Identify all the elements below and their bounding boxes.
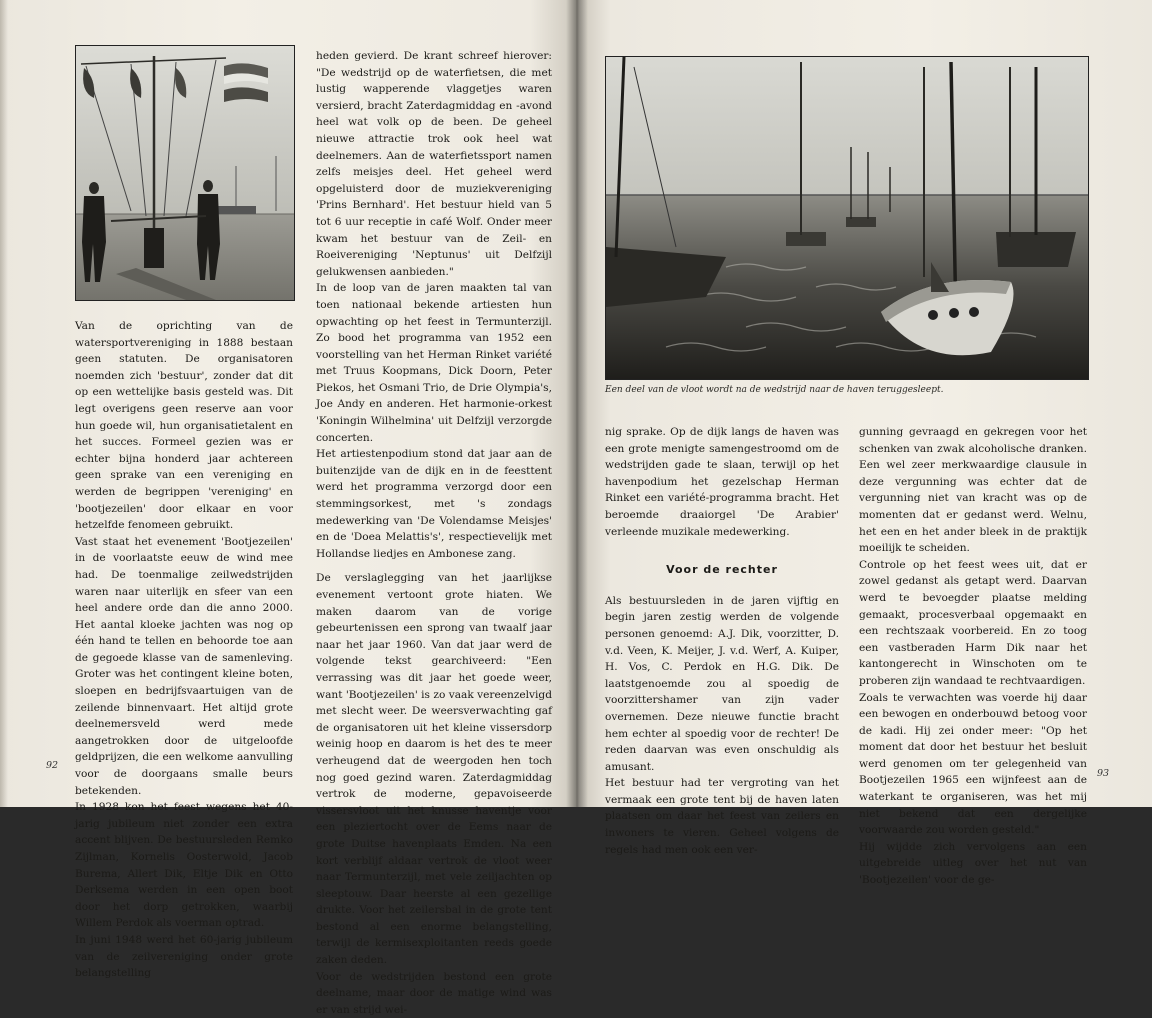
photo-sailing-fleet-image [606, 57, 1088, 379]
paragraph: gunning gevraagd en gekregen voor het schenken van zwak alcoholische dranken. Een wel zeer merkwaardige clausule in deze vergunning was echter dat de vergunning niet van kracht was op de momenten dat er gedanst werd. Welnu, het een en het ander bleek in de praktijk moeilijk te scheiden. [859, 426, 1087, 555]
right-column-1 [605, 424, 839, 858]
paragraph: Controle op het feest wees uit, dat er zowel gedanst als getapt werd. Daarvan werd te bevoegder plaatse melding gemaakt, procesverbaal opgemaakt en een rechtszaak voorbereid. En zo toog een vastberaden Harm Dik naar het kantongerecht in Winschoten om te proberen zijn wandaad te rechtvaardigen. [859, 558, 1087, 687]
photo-men-at-flagpole [75, 45, 295, 301]
paragraph: Vast staat het evenement 'Bootjezeilen' in de voorlaatste eeuw de wind mee had. De toenmalige zeilwedstrijden waren naar uiterlijk en sfeer van een heel andere orde dan die anno 2000. Het aantal kloeke jachten was nog op één hand te tellen en behoorde toe aan de gegoede klasse van de samenleving. Groter was het contingent kleine boten, sloepen en bedrijfsvaartuigen van de zeilende binnenvaart. Het altijd grote deelnemersveld werd mede aangetrokken door de uitgeloofde geldprijzen, die een welkome aanvulling voor de doorgaans smalle beurs betekenden. [75, 535, 293, 797]
section-heading: Voor de rechter [666, 563, 778, 577]
paragraph: In juni 1948 werd het 60-jarig jubileum van de zeilvereniging onder grote belangstelling [75, 933, 293, 980]
photo-men-at-flagpole-image [76, 46, 294, 300]
page-edge-shadow [0, 0, 8, 807]
paragraph: In 1928 kon het feest wegens het 40-jarig jubileum niet zonder een extra accent blijven. De bestuursleden Remko Zijlman, Kornelis Oosterwold, Jacob Burema, Allert Dik, Eltje Dik en Otto Derksema werden in een open boot door het dorp getrokken, waarbij Willem Perdok als voerman optrad. [75, 801, 293, 930]
right-page [576, 0, 1152, 887]
paragraph: Als bestuursleden in de jaren vijftig en begin jaren zestig werden de volgende personen genoemd: A.J. Dik, voorzitter, D. v.d. Veen, K. Meijer, J. v.d. Werf, A. Kuiper, H. Vos, C. Perdok en H.G. Dik. De laatstgenoemde zou al spoedig de voorzittershamer van zijn vader overnemen. Deze nieuwe functie bracht hem echter al spoedig voor de rechter! De reden daarvan was even onschuldig als amusant. [605, 594, 839, 773]
paragraph: heden gevierd. De krant schreef hierover: "De wedstrijd op de waterfietsen, die met lustig wapperende vlaggetjes waren versierd, bracht Zaterdagmiddag en -avond heel wat volk op de been. De geheel nieuwe attractie trok ook heel wat deelnemers. Aan de waterfietssport namen zelfs meisjes deel. Het geheel werd opgeluisterd door de muziekvereniging 'Prins Bernhard'. Het bestuur hield van 5 tot 6 uur receptie in café Wolf. Onder meer kwam het bestuur van de Zeil- en Roeivereniging 'Neptunus' uit Delfzijl gelukwensen aanbieden." [316, 50, 552, 278]
paragraph: Voor de wedstrijden bestond een grote deelname, maar door de matige wind was er van strijd wei- [316, 970, 552, 1016]
paragraph: In de loop van de jaren maakten tal van toen nationaal bekende artiesten hun opwachting op het feest in Termunterzijl. Zo bood het programma van 1952 een voorstelling van het Herman Rinket variété met Truus Koopmans, Dick Doorn, Peter Piekos, het Osmani Trio, de Drie Olympia's, Joe Andy en anderen. Het harmonie-orkest 'Koningin Wilhelmina' uit Delfzijl verzorgde concerten. [316, 282, 552, 444]
paragraph: Van de oprichting van de watersportvereniging in 1888 bestaan geen statuten. De organisatoren noemden zich 'bestuur', zonder dat dit op een wettelijke basis gesteld was. Dit legt overigens geen reserve aan voor hun goede wil, hun organisatietalent en het succes. Formeel gezien was er echter bijna honderd jaar achtereen geen sprake van een vereniging en werden de begrippen 'vereniging' en 'bootjezeilen' door elkaar en voor hetzelfde fenomeen gebruikt. [75, 320, 293, 532]
paragraph: Hij wijdde zich vervolgens aan een uitgebreide uitleg over het nut van 'Bootjezeilen' voor de ge- [859, 840, 1087, 887]
page-number-left: 92 [46, 760, 59, 771]
paragraph: nig sprake. Op de dijk langs de haven was een grote menigte samengestroomd om de wedstrijden gade te slaan, terwijl op het havenpodium het gezelschap Herman Rinket een variété-programma bracht. Het beroemde draaiorgel 'De Arabier' verleende muzikale medewerking. [605, 426, 839, 538]
paragraph: Zoals te verwachten was voerde hij daar een bewogen en onderbouwd betoog voor de kadi. Hij zei onder meer: "Op het moment dat door het bestuur het besluit werd genomen om ter gelegenheid van Bootjezeilen 1965 een wijnfeest aan de waterkant te organiseren, was het mij niet bekend dat een dergelijke voorwaarde zou worden gesteld." [859, 691, 1087, 837]
left-column-1 [75, 318, 293, 982]
photo-caption: Een deel van de vloot wordt na de wedstrijd naar de haven teruggesleept. [605, 385, 944, 395]
paragraph: De verslaglegging van het jaarlijkse evenement vertoont grote hiaten. We maken daarom van de vorige gebeurtenissen een sprong van twaalf jaar naar het jaar 1960. Van dat jaar werd de volgende tekst gearchiveerd: "Een verrassing was dit jaar het goede weer, want 'Bootjezeilen' is zo vaak vereenzelvigd met slecht weer. De weersverwachting gaf de organisatoren uit het kleine vissersdorp weinig hoop en daarom is het des te meer verheugend dat de weergoden hen toch nog goed gezind waren. Zaterdagmiddag vertrok de moderne, gepavoiseerde vissersvloot uit het knusse haventje voor een pleziertocht over de Eems naar de grote Duitse havenplaats Emden. Na een kort verblijf aldaar vertrok de vloot weer naar Termunterzijl, met vele zeiljachten op sleeptouw. Daar heerste al een gezellige drukte. Voor het zeilersbal in de grote tent bestond al een enorme belangstelling, terwijl de kermisexploitanten reeds goede zaken deden. [316, 572, 552, 967]
paragraph: Het artiestenpodium stond dat jaar aan de buitenzijde van de dijk en in de feesttent werd het programma verzorgd door een stemmingsorkest, met 's zondags medewerking van 'De Volendamse Meisjes' en de 'Doea Melattis's', respectievelijk met Hollandse liedjes en Ambonese zang. [316, 448, 552, 560]
page-number-right: 93 [1097, 768, 1110, 779]
left-column-2 [316, 48, 552, 1018]
right-column-2 [859, 424, 1087, 889]
paragraph: Het bestuur had ter vergroting van het vermaak een grote tent bij de haven laten plaatsen om daar het feest van zeilers en inwoners te vieren. Geheel volgens de regels had men ook een ver- [605, 777, 839, 856]
photo-sailing-fleet [605, 56, 1089, 380]
left-page [0, 0, 576, 1016]
